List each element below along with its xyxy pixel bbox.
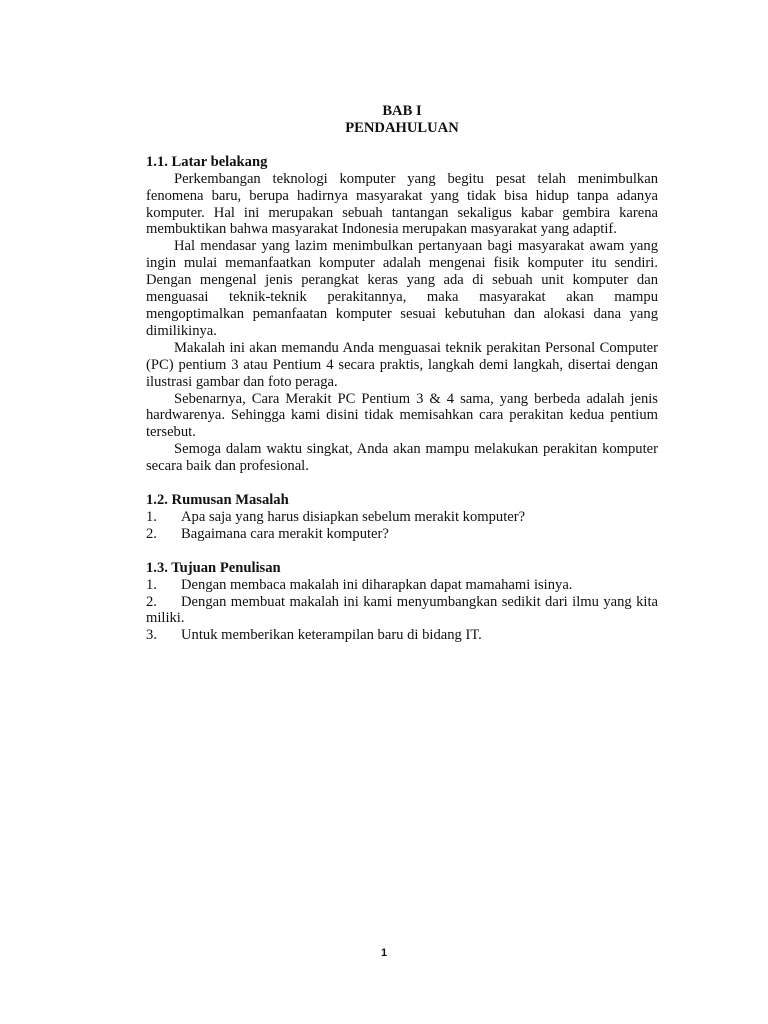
chapter-title: PENDAHULUAN	[345, 119, 459, 136]
list-item	[146, 509, 658, 526]
list-item	[146, 526, 658, 543]
paragraph: Makalah ini akan memandu Anda menguasai teknik perakitan Personal Computer (PC) pentium 3 atau Pentium 4 secara praktis, langkah demi langkah, disertai dengan ilustrasi gambar dan foto peraga.	[146, 339, 658, 390]
list-item-number: 2.	[146, 525, 157, 542]
list-item	[146, 577, 658, 594]
section-title-latar-belakang: 1.1. Latar belakang	[146, 153, 268, 170]
paragraph: Perkembangan teknologi komputer yang begitu pesat telah menimbulkan fenomena baru, berupa hadirnya masyarakat yang tidak bisa hidup tanpa adanya komputer. Hal ini merupakan sebuah tantangan sekaligus kabar gembira karena membuktikan bahwa masyarakat Indonesia merupakan masyarakat yang adaptif.	[146, 170, 658, 238]
list-item-text: Bagaimana cara merakit komputer?	[181, 525, 389, 542]
paragraph: Hal mendasar yang lazim menimbulkan pertanyaan bagi masyarakat awam yang ingin mulai memanfaatkan komputer adalah mengenai fisik komputer itu sendiri. Dengan mengenal jenis perangkat keras yang ada di sebuah unit komputer dan menguasai teknik-teknik perakitannya, maka masyarakat akan mampu mengoptimalkan pemanfaatan komputer sesuai kebutuhan dan alokasi dana yang dimilikinya.	[146, 238, 658, 339]
list-item-text: Apa saja yang harus disiapkan sebelum merakit komputer?	[181, 508, 526, 525]
paragraph: Sebenarnya, Cara Merakit PC Pentium 3 & 4 sama, yang berbeda adalah jenis hardwarenya. Sehingga kami disini tidak memisahkan cara perakitan kedua pentium tersebut.	[146, 390, 658, 441]
list-item-number: 1.	[146, 508, 157, 525]
tujuan-list	[146, 577, 658, 645]
section-title-tujuan-penulisan: 1.3. Tujuan Penulisan	[146, 559, 281, 576]
page-content	[146, 103, 658, 644]
rumusan-list	[146, 509, 658, 543]
list-item	[146, 627, 658, 644]
chapter-label: BAB I	[382, 103, 422, 119]
list-item	[146, 594, 658, 628]
list-item-text: Dengan membaca makalah ini diharapkan dapat mamahami isinya.	[181, 576, 573, 593]
list-item-number: 3.	[146, 627, 157, 644]
list-item-text: Untuk memberikan keterampilan baru di bidang IT.	[181, 627, 482, 644]
page-number: 1	[380, 947, 388, 959]
list-item-number: 1.	[146, 576, 157, 593]
section-title-rumusan-masalah: 1.2. Rumusan Masalah	[146, 492, 289, 509]
list-item-number: 2.	[146, 593, 157, 610]
paragraph: Semoga dalam waktu singkat, Anda akan mampu melakukan perakitan komputer secara baik dan profesional.	[146, 441, 658, 475]
list-item-text: Dengan membuat makalah ini kami menyumbangkan sedikit dari ilmu yang kita miliki.	[146, 593, 658, 627]
